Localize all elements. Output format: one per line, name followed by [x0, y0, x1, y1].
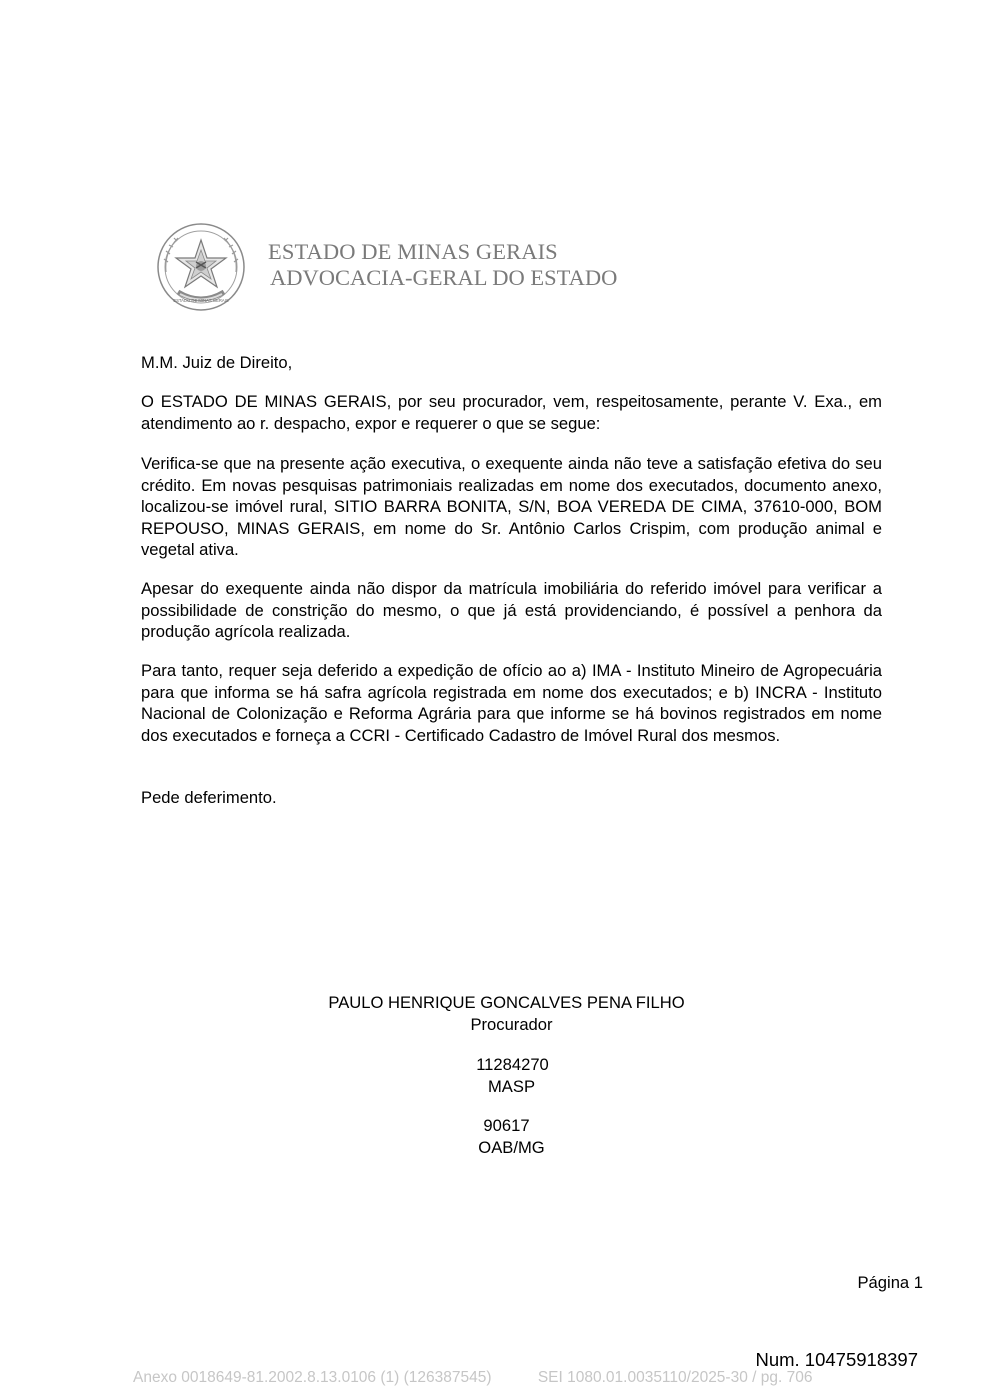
letterhead-title: ESTADO DE MINAS GERAIS — [268, 239, 558, 264]
footer-annex-reference: Anexo 0018649-81.2002.8.13.0106 (1) (126387545) — [133, 1369, 492, 1386]
footer-stamp — [133, 1368, 812, 1388]
oab-number: 90617 — [483, 1116, 530, 1135]
paragraph-intro: O ESTADO DE MINAS GERAIS, por seu procurador, vem, respeitosamente, perante V. Exa., em atendimento ao r. despacho, expor e requerer o que se segue: — [141, 392, 882, 433]
paragraph-request: Para tanto, requer seja deferido a expedição de ofício ao a) IMA - Instituto Mineiro de Agropecuária para que informa se há safra agrícola registrada em nome dos executados; e b) INCRA - Instituto Nacional de Colonização e Reforma Agrária para que informe se há bovinos registrados em nome dos executados e forneça a CCRI - Certificado Cadastro de Imóvel Rural dos mesmos. — [141, 661, 882, 745]
paragraph-facts: Verifica-se que na presente ação executiva, o exequente ainda não teve a satisfação efetiva do seu crédito. Em novas pesquisas patrimoniais realizadas em nome dos executados, documento anexo, localizou-se imóvel rural, SITIO BARRA BONITA, S/N, BOA VEREDA DE CIMA, 37610-000, BOM REPOUSO, MINAS GERAIS, em nome do Sr. Antônio Carlos Crispim, com produção animal e vegetal ativa. — [141, 454, 882, 559]
state-coat-of-arms-icon — [156, 222, 246, 312]
page-number: Página 1 — [857, 1273, 923, 1292]
oab-label: OAB/MG — [478, 1138, 545, 1157]
letterhead — [156, 222, 676, 314]
letterhead-subtitle: ADVOCACIA-GERAL DO ESTADO — [270, 265, 618, 290]
footer-sei-reference: SEI 1080.01.0035110/2025-30 / pg. 706 — [537, 1369, 813, 1386]
signatory-role: Procurador — [470, 1015, 553, 1034]
masp-label: MASP — [487, 1077, 536, 1096]
closing-line: Pede deferimento. — [141, 788, 277, 807]
masp-number: 11284270 — [476, 1055, 549, 1074]
salutation: M.M. Juiz de Direito, — [141, 353, 293, 372]
paragraph-argument: Apesar do exequente ainda não dispor da matrícula imobiliária do referido imóvel para verificar a possibilidade de constrição do mesmo, o que já está providenciando, é possível a penhora da produção agrícola realizada. — [141, 579, 882, 641]
document-number: Num. 10475918397 — [755, 1349, 918, 1370]
seal-ring-text: ESTADO DE MINAS GERAIS — [173, 298, 229, 303]
signatory-name: PAULO HENRIQUE GONCALVES PENA FILHO — [328, 993, 685, 1012]
